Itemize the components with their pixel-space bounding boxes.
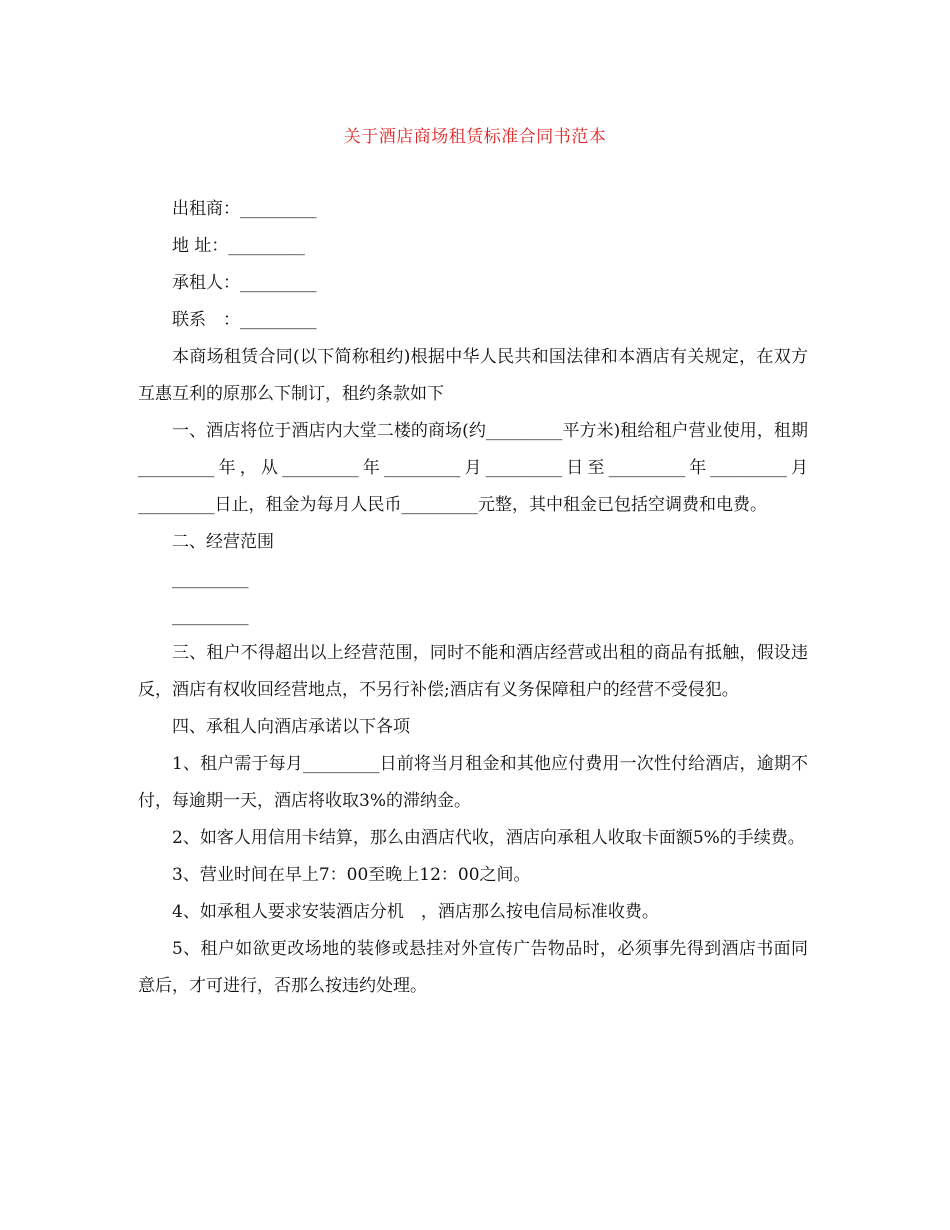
clause-2-heading: 二、经营范围 — [172, 532, 274, 552]
clause-4-item: 4、如承租人要求安装酒店分机 ，酒店那么按电信局标准收费。 — [172, 902, 659, 922]
document-title: 关于酒店商场租赁标准合同书范本 — [343, 127, 607, 147]
field-lessor: 出租商：_________ — [172, 199, 317, 219]
blank-line: _________ — [172, 569, 249, 589]
clause-4-heading: 四、承租人向酒店承诺以下各项 — [172, 717, 410, 737]
field-contact: 联系 ：_________ — [172, 310, 317, 330]
blank-line: _________ — [172, 606, 249, 626]
clause-4-item: 3、营业时间在早上7：00至晚上12：00之间。 — [172, 865, 531, 885]
intro-paragraph: 本商场租赁合同(以下简称租约)根据中华人民共和国法律和本酒店有关规定，在双方互惠互利的原那么下制订，租约条款如下 — [138, 347, 808, 404]
field-address: 地 址：_________ — [172, 236, 305, 256]
clause-4-item: 2、如客人用信用卡结算，那么由酒店代收，酒店向承租人收取卡面额5%的手续费。 — [172, 828, 805, 848]
document-body — [138, 191, 808, 1005]
field-lessee: 承租人：_________ — [172, 273, 317, 293]
clause-3: 三、租户不得超出以上经营范围，同时不能和酒店经营或出租的商品有抵触，假设违反，酒店有权收回经营地点，不另行补偿;酒店有义务保障租户的经营不受侵犯。 — [138, 643, 808, 700]
clause-1: 一、酒店将位于酒店内大堂二楼的商场(约_________平方米)租给租户营业使用，租期_________年，从_________年_________月_________日至_________年_________月_________日止，租金为每月人民币_________元整，其中租金已包括空调费和电费。 — [138, 421, 808, 515]
clause-4-item: 1、租户需于每月_________日前将当月租金和其他应付费用一次性付给酒店，逾期不付，每逾期一天，酒店将收取3%的滞纳金。 — [138, 754, 808, 811]
clause-4-item: 5、租户如欲更改场地的装修或悬挂对外宣传广告物品时，必须事先得到酒店书面同意后，才可进行，否那么按违约处理。 — [138, 939, 808, 996]
